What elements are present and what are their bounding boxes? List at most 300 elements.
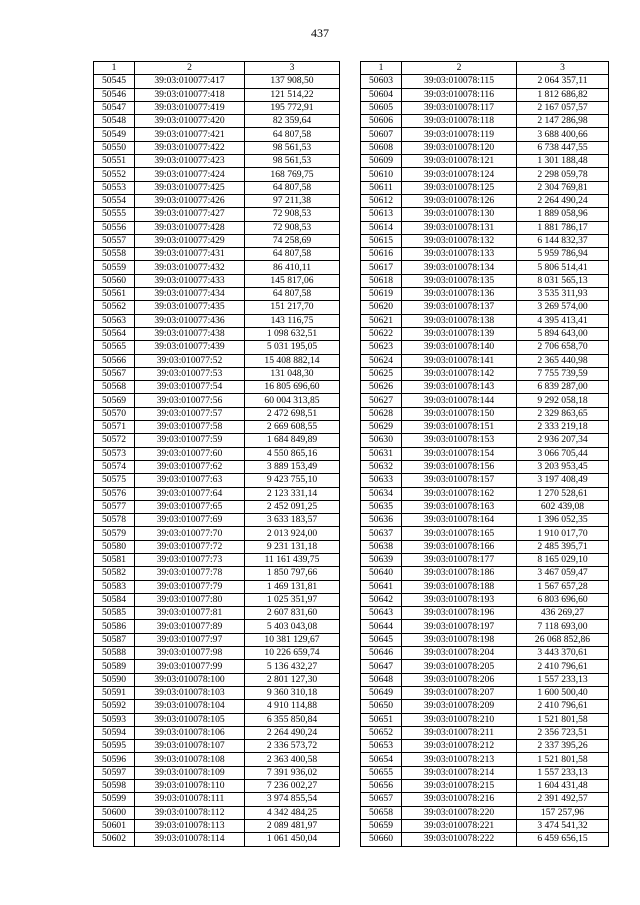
- cadastral-number-cell: 39:03:010078:115: [402, 75, 517, 88]
- table-row: [94, 753, 340, 766]
- cadastral-number-cell: 39:03:010078:141: [402, 354, 517, 367]
- row-number-cell: 50631: [361, 447, 402, 460]
- value-cell: 4 342 484,25: [245, 806, 340, 819]
- cadastral-number-cell: 39:03:010078:198: [402, 633, 517, 646]
- table-body: [94, 62, 340, 847]
- row-number-cell: 50595: [94, 740, 135, 753]
- cadastral-number-cell: 39:03:010077:52: [135, 354, 245, 367]
- value-cell: 3 203 953,45: [517, 460, 609, 473]
- cadastral-number-cell: 39:03:010078:109: [135, 766, 245, 779]
- table-row: [94, 407, 340, 420]
- cadastral-number-cell: 39:03:010077:423: [135, 155, 245, 168]
- table-row: [361, 833, 609, 846]
- row-number-cell: 50553: [94, 181, 135, 194]
- cadastral-number-cell: 39:03:010078:121: [402, 155, 517, 168]
- cadastral-number-cell: 39:03:010077:54: [135, 381, 245, 394]
- row-number-cell: 50625: [361, 367, 402, 380]
- row-number-cell: 50632: [361, 460, 402, 473]
- row-number-cell: 50599: [94, 793, 135, 806]
- row-number-cell: 50571: [94, 421, 135, 434]
- value-cell: 1 270 528,61: [517, 487, 609, 500]
- cadastral-number-cell: 39:03:010078:134: [402, 261, 517, 274]
- row-number-cell: 50651: [361, 713, 402, 726]
- row-number-cell: 50634: [361, 487, 402, 500]
- table-row: [94, 580, 340, 593]
- row-number-cell: 50656: [361, 780, 402, 793]
- cadastral-number-cell: 39:03:010077:98: [135, 647, 245, 660]
- value-cell: 9 292 058,18: [517, 394, 609, 407]
- table-row: [361, 514, 609, 527]
- table-body: [361, 62, 609, 847]
- row-number-cell: 50640: [361, 567, 402, 580]
- row-number-cell: 50609: [361, 155, 402, 168]
- value-cell: 2 452 091,25: [245, 500, 340, 513]
- row-number-cell: 50642: [361, 593, 402, 606]
- value-cell: 1 098 632,51: [245, 327, 340, 340]
- row-number-cell: 50610: [361, 168, 402, 181]
- cadastral-number-cell: 39:03:010077:425: [135, 181, 245, 194]
- value-cell: 5 403 043,08: [245, 620, 340, 633]
- row-number-cell: 50597: [94, 766, 135, 779]
- cadastral-number-cell: 39:03:010078:154: [402, 447, 517, 460]
- table-row: [94, 314, 340, 327]
- table-row: [94, 514, 340, 527]
- cadastral-number-cell: 39:03:010077:72: [135, 540, 245, 553]
- row-number-cell: 50549: [94, 128, 135, 141]
- row-number-cell: 50586: [94, 620, 135, 633]
- table-row: [94, 101, 340, 114]
- cadastral-number-cell: 39:03:010078:105: [135, 713, 245, 726]
- table-row: [94, 740, 340, 753]
- cadastral-number-cell: 39:03:010077:420: [135, 115, 245, 128]
- value-cell: 3 535 311,93: [517, 288, 609, 301]
- value-cell: 2 607 831,60: [245, 607, 340, 620]
- table-row: [361, 593, 609, 606]
- row-number-cell: 50601: [94, 819, 135, 832]
- cadastral-number-cell: 39:03:010078:131: [402, 221, 517, 234]
- cadastral-number-cell: 39:03:010078:106: [135, 726, 245, 739]
- table-row: [361, 128, 609, 141]
- row-number-cell: 50594: [94, 726, 135, 739]
- cadastral-number-cell: 39:03:010078:143: [402, 381, 517, 394]
- value-cell: 1 557 233,13: [517, 673, 609, 686]
- table-header-row: [94, 62, 340, 75]
- row-number-cell: 50584: [94, 593, 135, 606]
- value-cell: 98 561,53: [245, 155, 340, 168]
- value-cell: 2 410 796,61: [517, 660, 609, 673]
- table-row: [361, 407, 609, 420]
- table-row: [361, 713, 609, 726]
- value-cell: 2 333 219,18: [517, 421, 609, 434]
- table-row: [361, 726, 609, 739]
- cadastral-number-cell: 39:03:010078:150: [402, 407, 517, 420]
- table-row: [361, 434, 609, 447]
- table-row: [361, 168, 609, 181]
- value-cell: 1 910 017,70: [517, 527, 609, 540]
- value-cell: 82 359,64: [245, 115, 340, 128]
- row-number-cell: 50562: [94, 301, 135, 314]
- value-cell: 7 755 739,59: [517, 367, 609, 380]
- table-row: [94, 221, 340, 234]
- table-row: [361, 327, 609, 340]
- value-cell: 7 391 936,02: [245, 766, 340, 779]
- table-row: [94, 274, 340, 287]
- value-cell: 2 298 059,78: [517, 168, 609, 181]
- row-number-cell: 50587: [94, 633, 135, 646]
- value-cell: 2 365 440,98: [517, 354, 609, 367]
- table-row: [94, 155, 340, 168]
- cadastral-number-cell: 39:03:010078:100: [135, 673, 245, 686]
- row-number-cell: 50644: [361, 620, 402, 633]
- table-row: [94, 261, 340, 274]
- value-cell: 1 684 849,89: [245, 434, 340, 447]
- cadastral-number-cell: 39:03:010078:162: [402, 487, 517, 500]
- table-row: [361, 274, 609, 287]
- value-cell: 1 604 431,48: [517, 780, 609, 793]
- value-cell: 1 061 450,04: [245, 833, 340, 846]
- row-number-cell: 50618: [361, 274, 402, 287]
- cadastral-number-cell: 39:03:010078:126: [402, 194, 517, 207]
- row-number-cell: 50598: [94, 780, 135, 793]
- table-row: [361, 660, 609, 673]
- row-number-cell: 50607: [361, 128, 402, 141]
- table-row: [94, 487, 340, 500]
- table-row: [94, 367, 340, 380]
- row-number-cell: 50545: [94, 75, 135, 88]
- row-number-cell: 50647: [361, 660, 402, 673]
- row-number-cell: 50630: [361, 434, 402, 447]
- row-number-cell: 50621: [361, 314, 402, 327]
- row-number-cell: 50585: [94, 607, 135, 620]
- row-number-cell: 50568: [94, 381, 135, 394]
- row-number-cell: 50633: [361, 474, 402, 487]
- cadastral-number-cell: 39:03:010078:205: [402, 660, 517, 673]
- cadastral-number-cell: 39:03:010078:107: [135, 740, 245, 753]
- cadastral-number-cell: 39:03:010077:79: [135, 580, 245, 593]
- value-cell: 5 136 432,27: [245, 660, 340, 673]
- row-number-cell: 50577: [94, 500, 135, 513]
- value-cell: 6 803 696,60: [517, 593, 609, 606]
- table-row: [94, 341, 340, 354]
- value-cell: 3 467 059,47: [517, 567, 609, 580]
- cadastral-number-cell: 39:03:010078:125: [402, 181, 517, 194]
- table-row: [94, 421, 340, 434]
- value-cell: 74 258,69: [245, 234, 340, 247]
- table-row: [361, 580, 609, 593]
- cadastral-number-cell: 39:03:010077:435: [135, 301, 245, 314]
- table-row: [361, 766, 609, 779]
- row-number-cell: 50548: [94, 115, 135, 128]
- row-number-cell: 50611: [361, 181, 402, 194]
- row-number-cell: 50628: [361, 407, 402, 420]
- row-number-cell: 50602: [94, 833, 135, 846]
- table-row: [94, 686, 340, 699]
- row-number-cell: 50654: [361, 753, 402, 766]
- table-row: [94, 833, 340, 846]
- row-number-cell: 50626: [361, 381, 402, 394]
- value-cell: 1 396 052,35: [517, 514, 609, 527]
- table-row: [94, 647, 340, 660]
- cadastral-number-cell: 39:03:010077:426: [135, 194, 245, 207]
- cadastral-number-cell: 39:03:010078:209: [402, 700, 517, 713]
- cadastral-number-cell: 39:03:010078:133: [402, 248, 517, 261]
- table-row: [361, 141, 609, 154]
- value-cell: 2 336 573,72: [245, 740, 340, 753]
- row-number-cell: 50620: [361, 301, 402, 314]
- value-cell: 1 557 233,13: [517, 766, 609, 779]
- value-cell: 6 355 850,84: [245, 713, 340, 726]
- table-row: [361, 567, 609, 580]
- cadastral-number-cell: 39:03:010078:103: [135, 686, 245, 699]
- cadastral-number-cell: 39:03:010078:113: [135, 819, 245, 832]
- row-number-cell: 50546: [94, 88, 135, 101]
- table-row: [361, 301, 609, 314]
- cadastral-number-cell: 39:03:010077:421: [135, 128, 245, 141]
- cadastral-number-cell: 39:03:010077:433: [135, 274, 245, 287]
- row-number-cell: 50551: [94, 155, 135, 168]
- value-cell: 2 706 658,70: [517, 341, 609, 354]
- cadastral-number-cell: 39:03:010078:119: [402, 128, 517, 141]
- table-row: [361, 673, 609, 686]
- value-cell: 2 363 400,58: [245, 753, 340, 766]
- cadastral-number-cell: 39:03:010078:210: [402, 713, 517, 726]
- cadastral-number-cell: 39:03:010077:60: [135, 447, 245, 460]
- table-row: [361, 115, 609, 128]
- row-number-cell: 50592: [94, 700, 135, 713]
- value-cell: 2 936 207,34: [517, 434, 609, 447]
- table-row: [361, 607, 609, 620]
- table-row: [361, 101, 609, 114]
- value-cell: 60 004 313,85: [245, 394, 340, 407]
- value-cell: 1 881 786,17: [517, 221, 609, 234]
- row-number-cell: 50557: [94, 234, 135, 247]
- table-row: [94, 460, 340, 473]
- cadastral-number-cell: 39:03:010078:112: [135, 806, 245, 819]
- cadastral-number-cell: 39:03:010077:422: [135, 141, 245, 154]
- row-number-cell: 50648: [361, 673, 402, 686]
- cadastral-number-cell: 39:03:010078:117: [402, 101, 517, 114]
- value-cell: 10 381 129,67: [245, 633, 340, 646]
- value-cell: 2 167 057,57: [517, 101, 609, 114]
- row-number-cell: 50657: [361, 793, 402, 806]
- value-cell: 3 474 541,32: [517, 819, 609, 832]
- table-row: [361, 248, 609, 261]
- value-cell: 4 550 865,16: [245, 447, 340, 460]
- cadastral-number-cell: 39:03:010077:81: [135, 607, 245, 620]
- value-cell: 2 123 331,14: [245, 487, 340, 500]
- table-row: [361, 75, 609, 88]
- value-cell: 72 908,53: [245, 221, 340, 234]
- value-cell: 6 144 832,37: [517, 234, 609, 247]
- value-cell: 1 469 131,81: [245, 580, 340, 593]
- cadastral-number-cell: 39:03:010078:193: [402, 593, 517, 606]
- cadastral-number-cell: 39:03:010078:212: [402, 740, 517, 753]
- table-row: [361, 88, 609, 101]
- row-number-cell: 50606: [361, 115, 402, 128]
- cadastral-number-cell: 39:03:010077:58: [135, 421, 245, 434]
- table-row: [361, 487, 609, 500]
- cadastral-number-cell: 39:03:010077:431: [135, 248, 245, 261]
- table-row: [361, 155, 609, 168]
- row-number-cell: 50655: [361, 766, 402, 779]
- value-cell: 6 459 656,15: [517, 833, 609, 846]
- cadastral-number-cell: 39:03:010078:206: [402, 673, 517, 686]
- table-row: [94, 381, 340, 394]
- row-number-cell: 50559: [94, 261, 135, 274]
- cadastral-number-cell: 39:03:010078:118: [402, 115, 517, 128]
- row-number-cell: 50627: [361, 394, 402, 407]
- cadastral-number-cell: 39:03:010077:427: [135, 208, 245, 221]
- row-number-cell: 50638: [361, 540, 402, 553]
- row-number-cell: 50565: [94, 341, 135, 354]
- row-number-cell: 50616: [361, 248, 402, 261]
- table-row: [361, 780, 609, 793]
- table-row: [94, 793, 340, 806]
- table-row: [94, 633, 340, 646]
- row-number-cell: 50650: [361, 700, 402, 713]
- row-number-cell: 50567: [94, 367, 135, 380]
- row-number-cell: 50576: [94, 487, 135, 500]
- table-row: [361, 819, 609, 832]
- cadastral-number-cell: 39:03:010078:135: [402, 274, 517, 287]
- table-row: [94, 726, 340, 739]
- table-row: [94, 607, 340, 620]
- row-number-cell: 50583: [94, 580, 135, 593]
- row-number-cell: 50589: [94, 660, 135, 673]
- table-row: [94, 593, 340, 606]
- table-row: [361, 474, 609, 487]
- value-cell: 1 567 657,28: [517, 580, 609, 593]
- cadastral-number-cell: 39:03:010078:144: [402, 394, 517, 407]
- column-header: 2: [135, 62, 245, 75]
- cadastral-number-cell: 39:03:010078:204: [402, 647, 517, 660]
- cadastral-number-cell: 39:03:010078:124: [402, 168, 517, 181]
- value-cell: 151 217,70: [245, 301, 340, 314]
- row-number-cell: 50645: [361, 633, 402, 646]
- row-number-cell: 50582: [94, 567, 135, 580]
- table-row: [94, 620, 340, 633]
- row-number-cell: 50558: [94, 248, 135, 261]
- table-header-row: [361, 62, 609, 75]
- row-number-cell: 50619: [361, 288, 402, 301]
- row-number-cell: 50574: [94, 460, 135, 473]
- table-row: [94, 354, 340, 367]
- row-number-cell: 50566: [94, 354, 135, 367]
- cadastral-number-cell: 39:03:010078:130: [402, 208, 517, 221]
- table-row: [94, 301, 340, 314]
- cadastral-table-right: [360, 61, 609, 847]
- cadastral-number-cell: 39:03:010078:138: [402, 314, 517, 327]
- value-cell: 1 301 188,48: [517, 155, 609, 168]
- value-cell: 2 801 127,30: [245, 673, 340, 686]
- row-number-cell: 50641: [361, 580, 402, 593]
- row-number-cell: 50560: [94, 274, 135, 287]
- cadastral-number-cell: 39:03:010078:132: [402, 234, 517, 247]
- cadastral-number-cell: 39:03:010077:64: [135, 487, 245, 500]
- value-cell: 2 264 490,24: [245, 726, 340, 739]
- value-cell: 11 161 439,75: [245, 553, 340, 566]
- table-row: [94, 394, 340, 407]
- table-row: [94, 474, 340, 487]
- table-row: [361, 647, 609, 660]
- value-cell: 2 410 796,61: [517, 700, 609, 713]
- cadastral-number-cell: 39:03:010077:65: [135, 500, 245, 513]
- value-cell: 9 423 755,10: [245, 474, 340, 487]
- row-number-cell: 50563: [94, 314, 135, 327]
- value-cell: 64 807,58: [245, 248, 340, 261]
- row-number-cell: 50660: [361, 833, 402, 846]
- table-row: [361, 700, 609, 713]
- value-cell: 436 269,27: [517, 607, 609, 620]
- cadastral-number-cell: 39:03:010078:120: [402, 141, 517, 154]
- cadastral-number-cell: 39:03:010077:62: [135, 460, 245, 473]
- table-row: [361, 354, 609, 367]
- page-number: 437: [311, 26, 329, 40]
- table-row: [94, 819, 340, 832]
- cadastral-number-cell: 39:03:010077:417: [135, 75, 245, 88]
- table-row: [361, 288, 609, 301]
- table-row: [94, 288, 340, 301]
- value-cell: 1 521 801,58: [517, 713, 609, 726]
- cadastral-number-cell: 39:03:010078:140: [402, 341, 517, 354]
- row-number-cell: 50579: [94, 527, 135, 540]
- value-cell: 97 211,38: [245, 194, 340, 207]
- cadastral-number-cell: 39:03:010077:439: [135, 341, 245, 354]
- value-cell: 3 633 183,57: [245, 514, 340, 527]
- value-cell: 72 908,53: [245, 208, 340, 221]
- cadastral-number-cell: 39:03:010078:114: [135, 833, 245, 846]
- row-number-cell: 50643: [361, 607, 402, 620]
- row-number-cell: 50581: [94, 553, 135, 566]
- table-row: [94, 234, 340, 247]
- cadastral-number-cell: 39:03:010078:222: [402, 833, 517, 846]
- row-number-cell: 50600: [94, 806, 135, 819]
- table-row: [361, 314, 609, 327]
- cadastral-number-cell: 39:03:010078:165: [402, 527, 517, 540]
- cadastral-number-cell: 39:03:010078:156: [402, 460, 517, 473]
- row-number-cell: 50612: [361, 194, 402, 207]
- value-cell: 1 889 058,96: [517, 208, 609, 221]
- cadastral-number-cell: 39:03:010078:142: [402, 367, 517, 380]
- value-cell: 1 025 351,97: [245, 593, 340, 606]
- value-cell: 137 908,50: [245, 75, 340, 88]
- table-row: [361, 261, 609, 274]
- row-number-cell: 50622: [361, 327, 402, 340]
- row-number-cell: 50613: [361, 208, 402, 221]
- value-cell: 2 064 357,11: [517, 75, 609, 88]
- cadastral-number-cell: 39:03:010078:188: [402, 580, 517, 593]
- value-cell: 3 974 855,54: [245, 793, 340, 806]
- row-number-cell: 50659: [361, 819, 402, 832]
- cadastral-number-cell: 39:03:010078:111: [135, 793, 245, 806]
- cadastral-number-cell: 39:03:010077:63: [135, 474, 245, 487]
- table-row: [361, 234, 609, 247]
- row-number-cell: 50593: [94, 713, 135, 726]
- table-row: [94, 553, 340, 566]
- row-number-cell: 50629: [361, 421, 402, 434]
- table-row: [94, 128, 340, 141]
- row-number-cell: 50570: [94, 407, 135, 420]
- row-number-cell: 50564: [94, 327, 135, 340]
- value-cell: 602 439,08: [517, 500, 609, 513]
- table-row: [361, 381, 609, 394]
- value-cell: 2 147 286,98: [517, 115, 609, 128]
- cadastral-number-cell: 39:03:010077:97: [135, 633, 245, 646]
- value-cell: 7 118 693,00: [517, 620, 609, 633]
- cadastral-number-cell: 39:03:010077:89: [135, 620, 245, 633]
- table-row: [361, 620, 609, 633]
- row-number-cell: 50572: [94, 434, 135, 447]
